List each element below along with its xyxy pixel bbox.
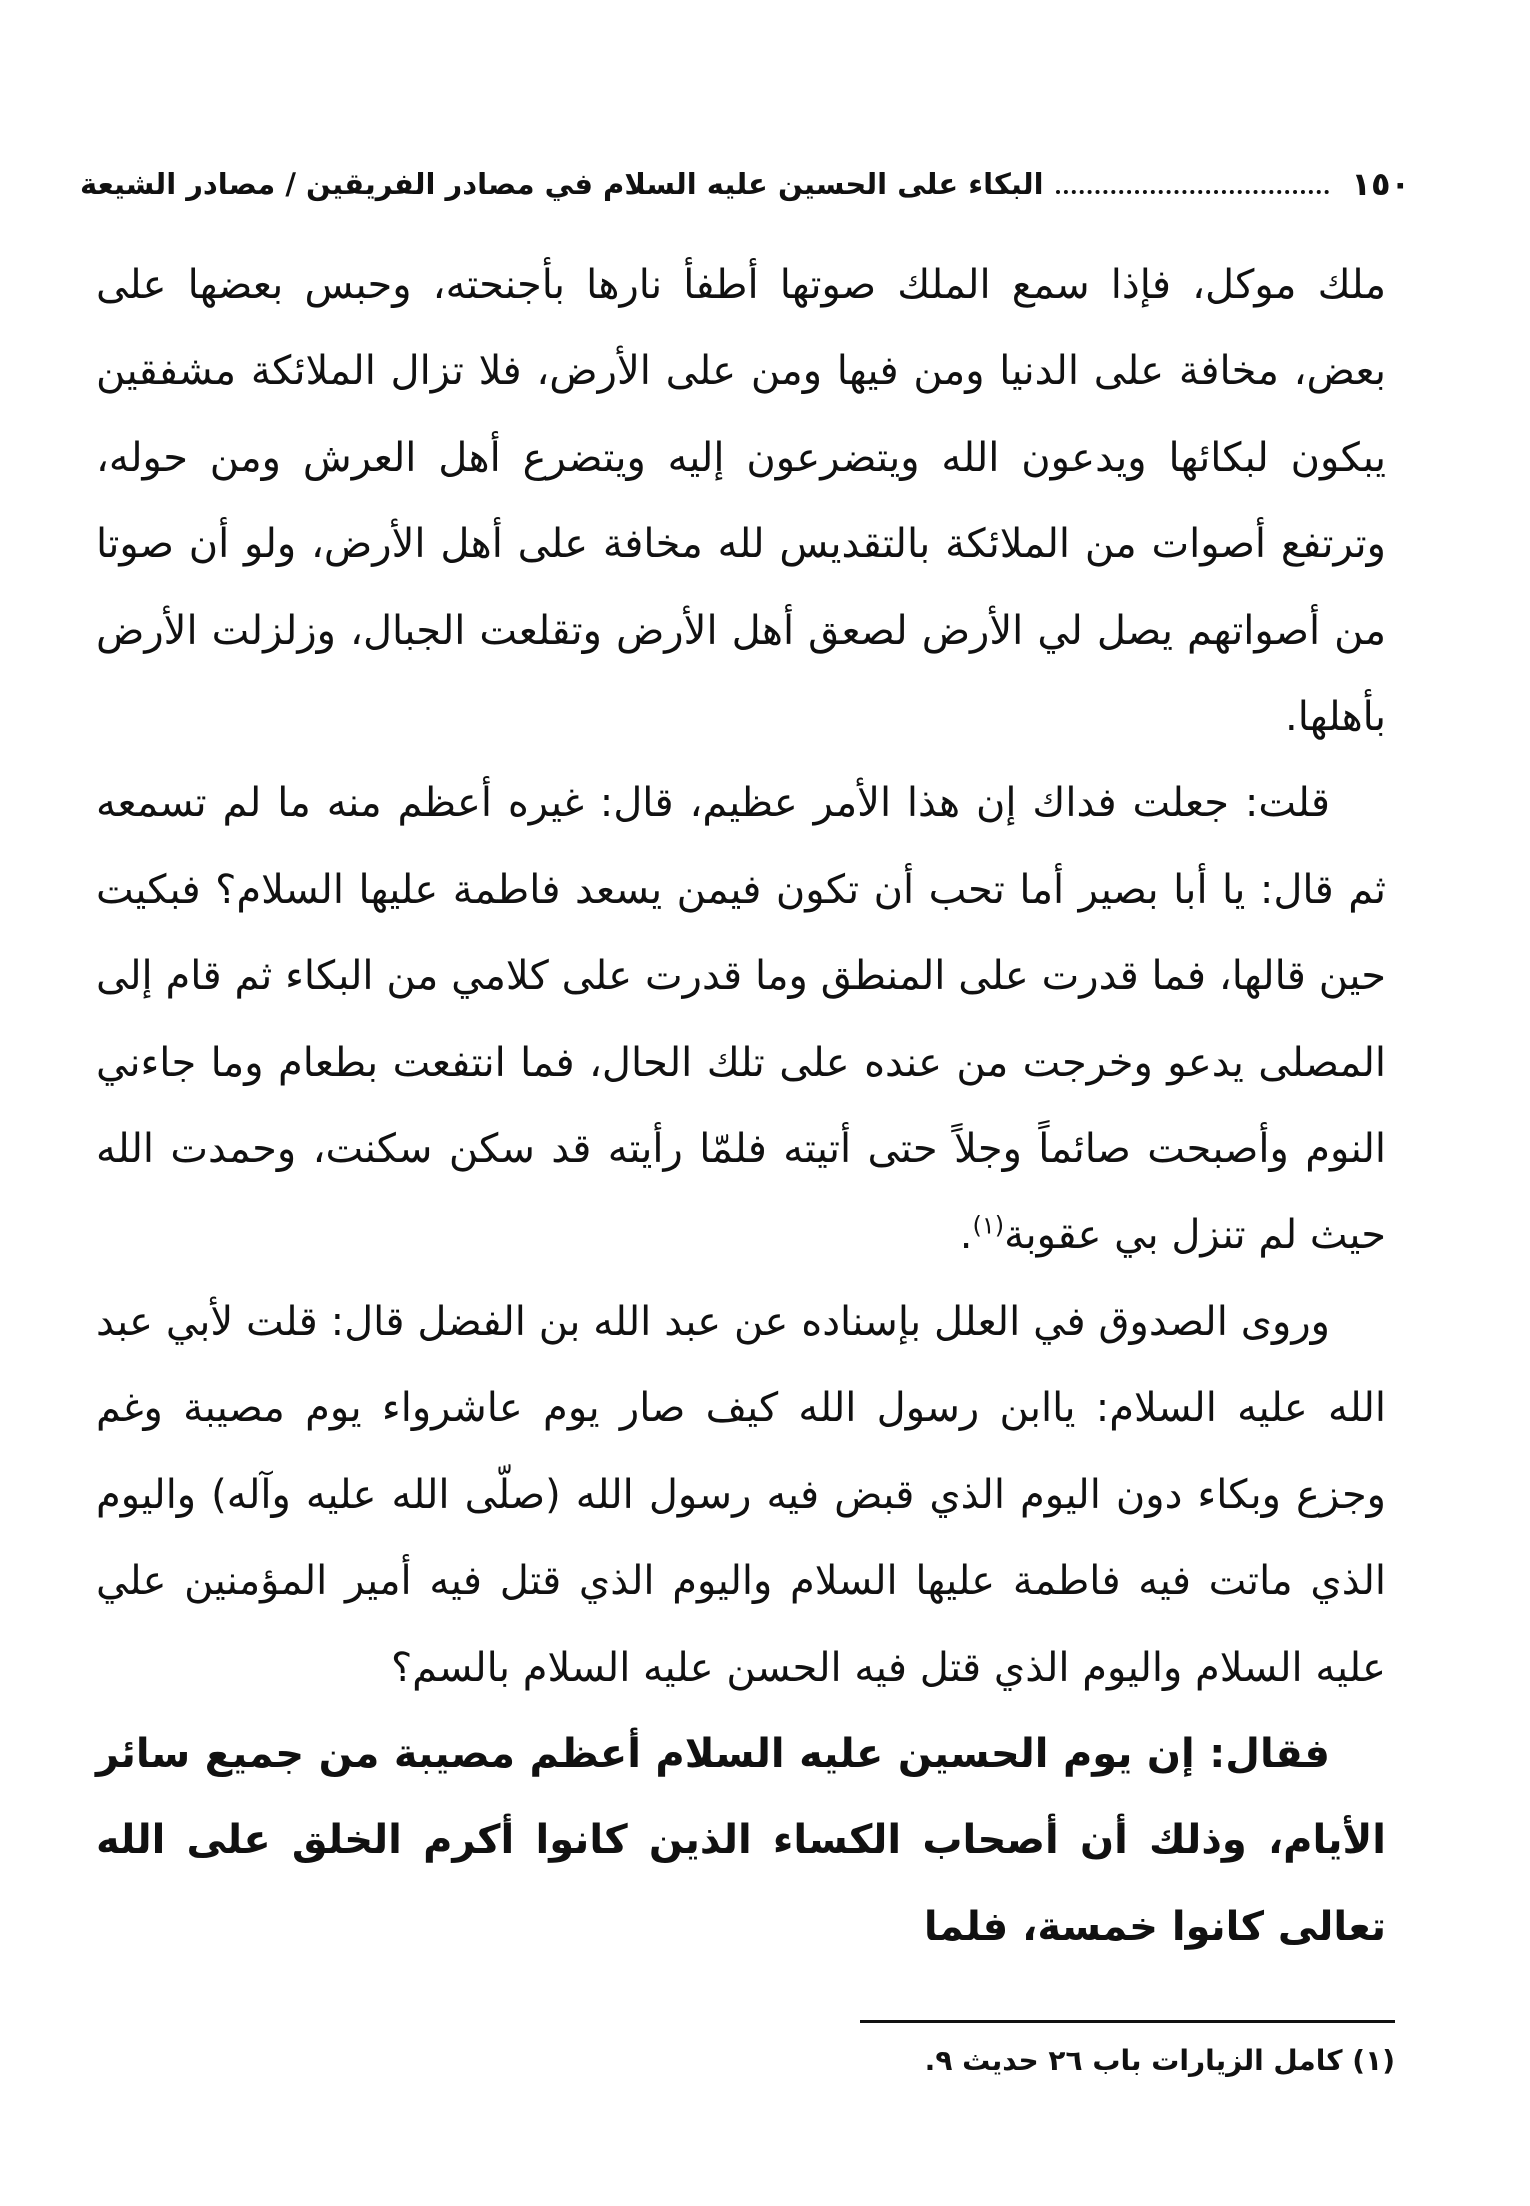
footnote: (١) كامل الزيارات باب ٢٦ حديث ٩.: [924, 2044, 1395, 2077]
page-number: ١٥٠: [1351, 165, 1410, 203]
page-header: [80, 148, 1410, 220]
paragraph-2-text: قلت: جعلت فداك إن هذا الأمر عظيم، قال: غيره أعظم منه ما لم تسمعه ثم قال: يا أبا بصير أما تحب أن تكون فيمن يسعد فاطمة عليها السلام؟ فبكيت حين قالها، فما قدرت على المنطق وما قدرت على كلامي من البكاء ثم قام إلى المصلى يدعو وخرجت من عنده على تلك الحال، فما انتفعت بطعام وما جاءني النوم وأصبحت صائماً وجلاً حتى أتيته فلمّا رأيته قد سكن سكنت، وحمدت الله حيث لم تنزل بي عقوبة: [96, 780, 1386, 1259]
paragraph-3: وروى الصدوق في العلل بإسناده عن عبد الله بن الفضل قال: قلت لأبي عبد الله عليه السلام: ياابن رسول الله كيف صار يوم عاشرواء يوم مصيبة وغم وجزع وبكاء دون اليوم الذي قبض فيه رسول الله (صلّى الله عليه وآله) واليوم الذي ماتت فيه فاطمة عليها السلام واليوم الذي قتل فيه أمير المؤمنين علي عليه السلام واليوم الذي قتل فيه الحسن عليه السلام بالسم؟: [96, 1298, 1386, 1691]
main-text: [96, 242, 1386, 1970]
paragraph-2-end: .: [959, 1212, 973, 1259]
footnote-reference[interactable]: (١): [972, 1212, 1005, 1241]
footnote-separator: [860, 2020, 1395, 2023]
paragraph-2: [96, 760, 1386, 1278]
paragraph-1: ملك موكل، فإذا سمع الملك صوتها أطفأ نارها بأجنحته، وحبس بعضها على بعض، مخافة على الدنيا ومن فيها ومن على الأرض، فلا تزال الملائكة مشفقين يبكون لبكائها ويدعون الله ويتضرعون إليه ويتضرع أهل العرش ومن حوله، وترتفع أصوات من الملائكة بالتقديس لله مخافة على أهل الأرض، ولو أن صوتا من أصواتهم يصل لي الأرض لصعق أهل الأرض وتقلعت الجبال، وزلزلت الأرض بأهلها.: [96, 262, 1386, 741]
header-leader-dots: [1056, 190, 1330, 194]
running-title: البكاء على الحسين عليه السلام في مصادر الفريقين / مصادر الشيعة: [80, 167, 1044, 201]
paragraph-4: فقال: إن يوم الحسين عليه السلام أعظم مصيبة من جميع سائر الأيام، وذلك أن أصحاب الكساء الذين كانوا أكرم الخلق على الله تعالى كانوا خمسة، فلما: [96, 1730, 1386, 1950]
